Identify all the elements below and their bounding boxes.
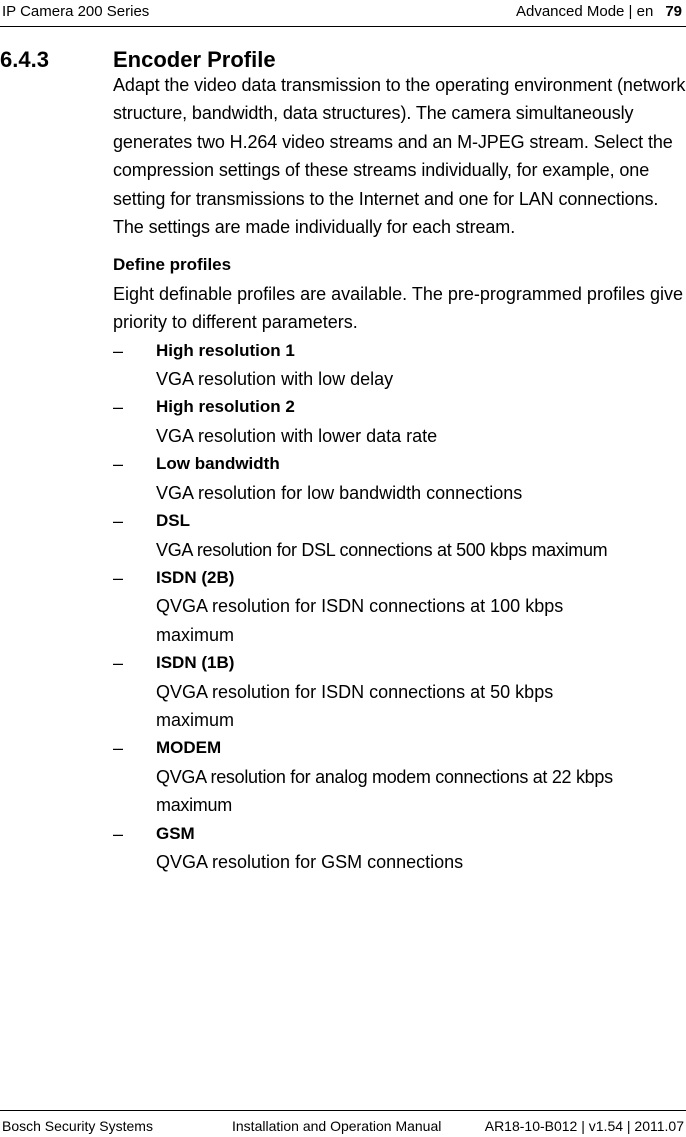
profile-term: Low bandwidth (156, 454, 280, 474)
section-body (113, 71, 686, 876)
list-item (113, 337, 686, 394)
intro-paragraph: Adapt the video data transmission to the operating environment (network structure, bandwidth, data structures). The camera simultaneously generates two H.264 video streams and an M-JPEG stream. Select the compression settings of these streams individually, for example, one setting for transmissions to the Internet and one for LAN connections. The settings are made individually for each stream. (113, 75, 686, 238)
list-item (113, 450, 686, 507)
header-product: IP Camera 200 Series (2, 3, 150, 20)
define-profiles-heading: Define profiles (113, 255, 232, 275)
dash-bullet: – (113, 511, 124, 532)
profile-description: QVGA resolution for GSM connections (156, 851, 464, 872)
dash-bullet: – (113, 454, 124, 475)
footer-company: Bosch Security Systems (2, 1118, 153, 1134)
profile-description: VGA resolution with low delay (156, 369, 394, 390)
list-item (113, 649, 686, 734)
header-section: Advanced Mode | en (515, 3, 654, 20)
profile-term: ISDN (2B) (156, 567, 235, 587)
list-item (113, 820, 686, 877)
dash-bullet: – (113, 397, 124, 418)
section-title: Encoder Profile (113, 47, 276, 72)
header-right (516, 3, 682, 20)
define-profiles-description: Eight definable profiles are available. The pre-programmed profiles give priority to different parameters. (113, 283, 683, 333)
profile-description: VGA resolution with lower data rate (156, 425, 438, 446)
profile-term: ISDN (1B) (156, 653, 235, 673)
profile-description: QVGA resolution for analog modem connections at 22 kbps maximum (156, 766, 613, 816)
dash-bullet: – (113, 738, 124, 759)
footer-manual: Installation and Operation Manual (232, 1118, 442, 1134)
profile-list (113, 337, 686, 877)
profile-term: MODEM (156, 738, 222, 758)
dash-bullet: – (113, 340, 124, 361)
profile-term: DSL (156, 511, 190, 531)
footer-doc-ref: AR18-10-B012 | v1.54 | 2011.07 (484, 1118, 684, 1134)
list-item (113, 507, 686, 564)
list-item (113, 393, 686, 450)
profile-term: High resolution 1 (156, 340, 295, 360)
profile-description: QVGA resolution for ISDN connections at 100 kbps maximum (156, 596, 564, 645)
section-number: 6.4.3 (0, 47, 49, 72)
page-number: 79 (665, 3, 682, 20)
profile-description: VGA resolution for low bandwidth connections (156, 482, 523, 503)
profile-description: VGA resolution for DSL connections at 500 kbps maximum (156, 539, 608, 560)
page-footer (0, 1110, 686, 1137)
dash-bullet: – (113, 823, 124, 844)
page-header (0, 0, 686, 27)
list-item (113, 734, 686, 819)
list-item (113, 564, 686, 649)
dash-bullet: – (113, 653, 124, 674)
profile-term: High resolution 2 (156, 397, 295, 417)
dash-bullet: – (113, 567, 124, 588)
profile-description: QVGA resolution for ISDN connections at 50 kbps maximum (156, 681, 554, 730)
profile-term: GSM (156, 823, 195, 843)
